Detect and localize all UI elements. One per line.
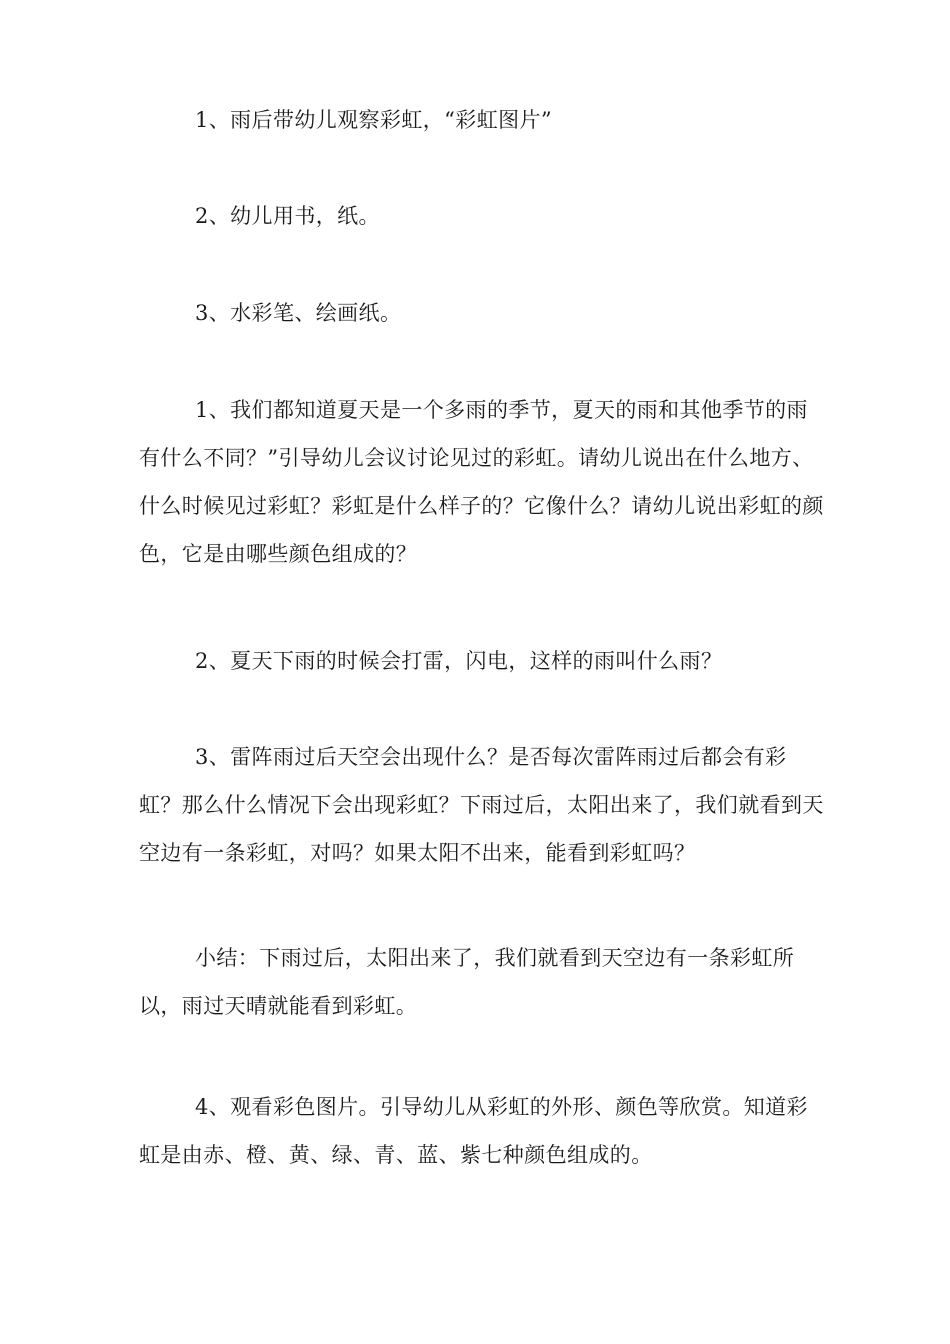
activity-step-1: 1、我们都知道夏天是一个多雨的季节，夏天的雨和其他季节的雨有什么不同？”引导幼儿会议讨论见过的彩虹。请幼儿说出在什么地方、什么时候见过彩虹？彩虹是什么样子的？它像什么？请幼儿说出彩虹的颜色，它是由哪些颜色组成的？ [139, 398, 824, 566]
activity-step-4: 4、观看彩色图片。引导幼儿从彩虹的外形、颜色等欣赏。知道彩虹是由赤、橙、黄、绿、青、蓝、紫七种颜色组成的。 [139, 1095, 808, 1167]
activity-step-2: 2、夏天下雨的时候会打雷，闪电，这样的雨叫什么雨？ [195, 649, 723, 673]
materials-item-1: 1、雨后带幼儿观察彩虹，“彩虹图片” [195, 108, 553, 132]
activity-step-3: 3、雷阵雨过后天空会出现什么？是否每次雷阵雨过后都会有彩虹？那么什么情况下会出现彩虹？下雨过后，太阳出来了，我们就看到天空边有一条彩虹，对吗？如果太阳不出来，能看到彩虹吗？ [139, 745, 824, 865]
materials-item-3: 3、水彩笔、绘画纸。 [195, 301, 402, 325]
materials-item-2: 2、幼儿用书，纸。 [195, 204, 380, 228]
activity-summary: 小结：下雨过后，太阳出来了，我们就看到天空边有一条彩虹所以，雨过天晴就能看到彩虹。 [139, 946, 795, 1018]
